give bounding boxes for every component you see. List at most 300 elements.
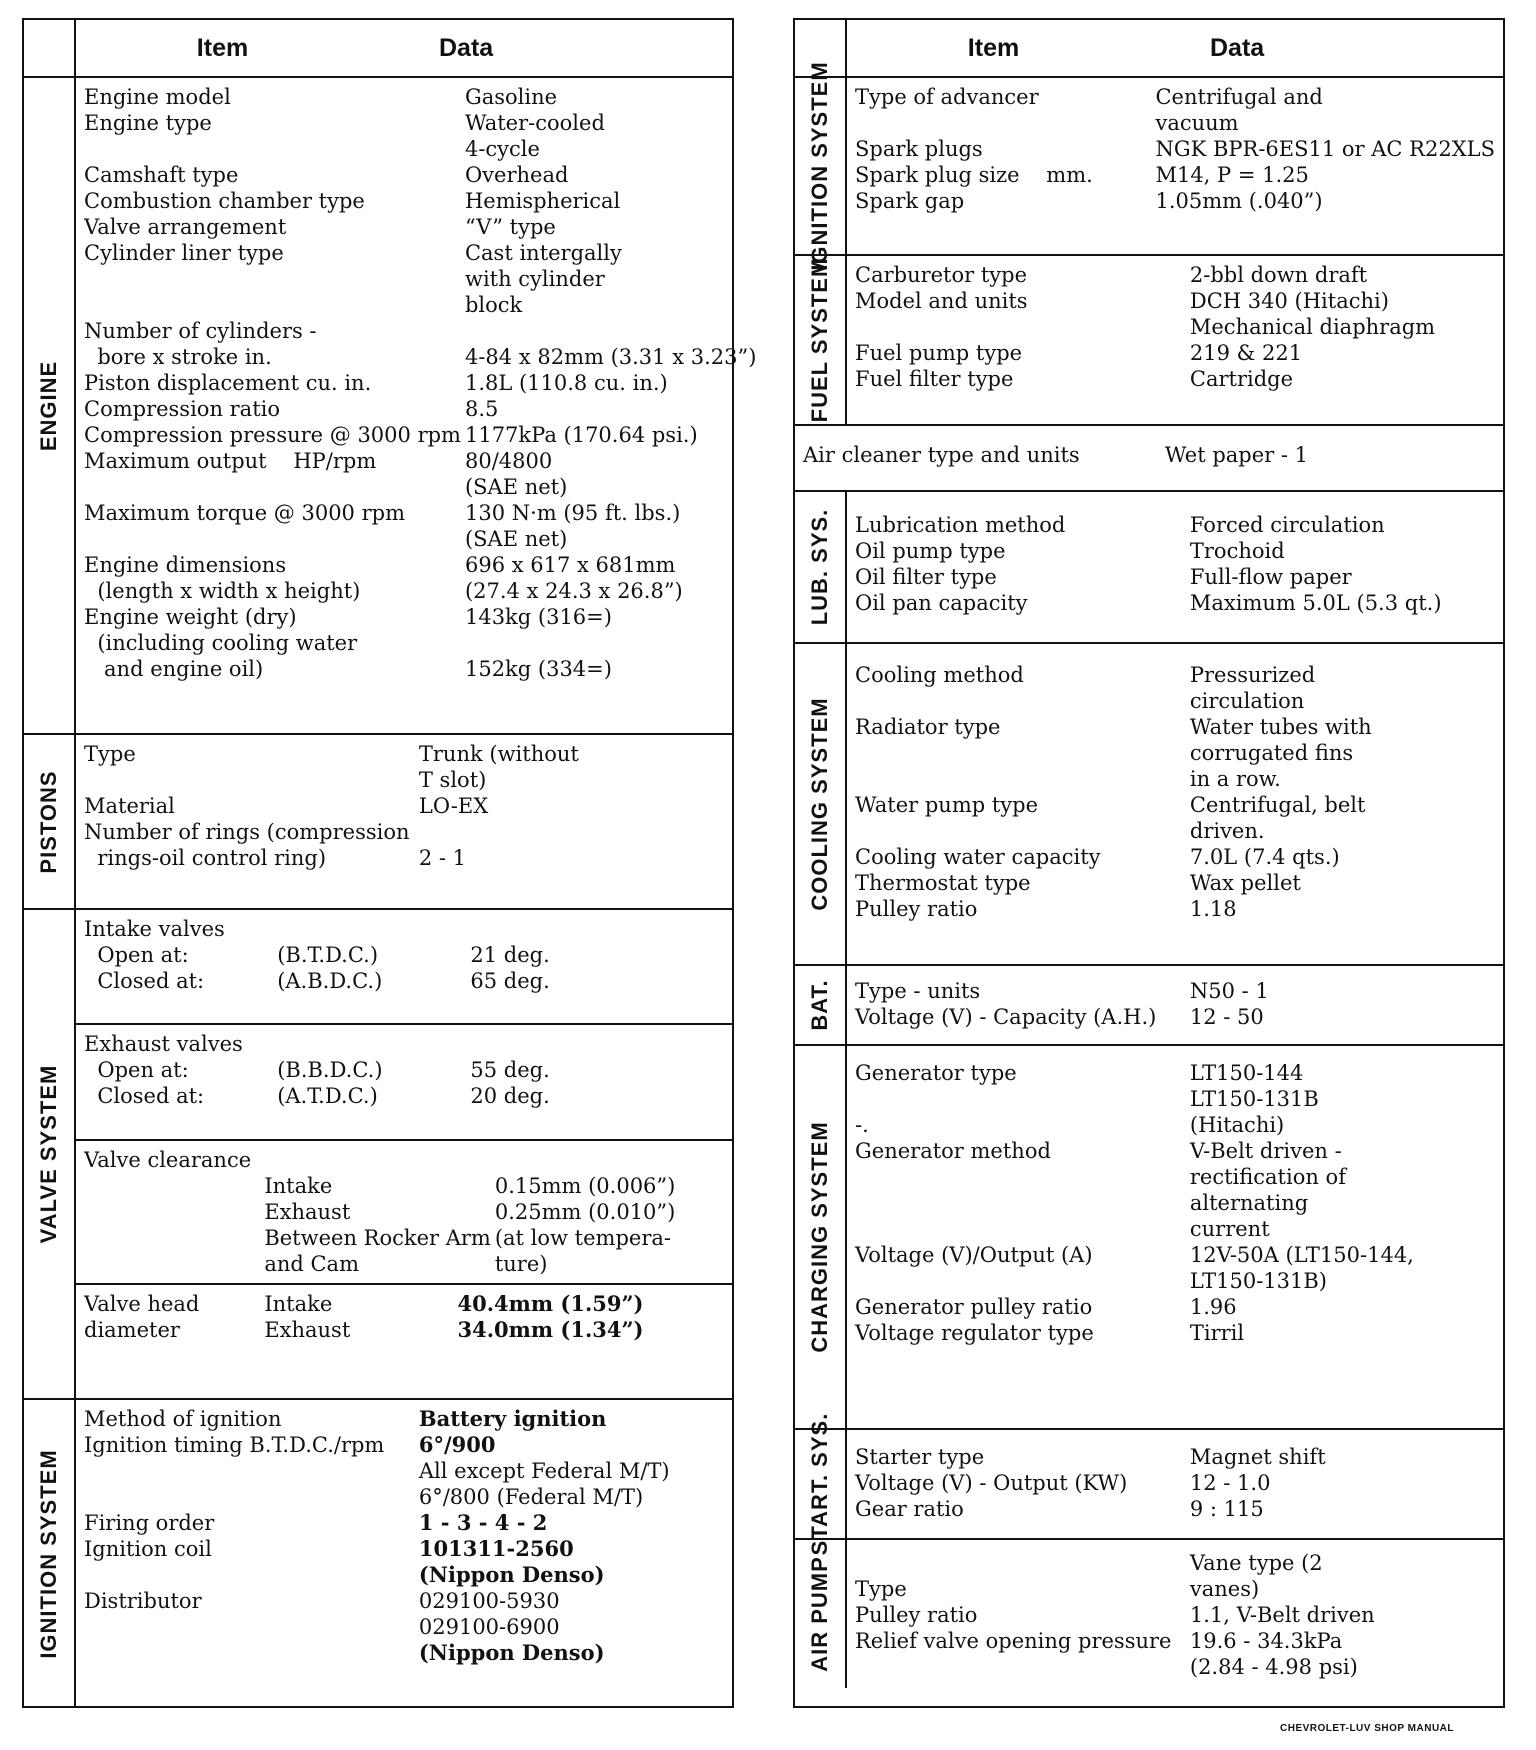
value-cell: 1.8L (110.8 cu. in.) bbox=[464, 371, 668, 395]
value-cell: 21 deg. bbox=[470, 943, 550, 967]
item-cell: Engine type bbox=[84, 111, 212, 135]
item-cell: and engine oil) bbox=[84, 657, 264, 681]
table-row bbox=[82, 1406, 726, 1432]
value-cell: rectification of bbox=[1189, 1165, 1346, 1189]
table-row bbox=[82, 1251, 726, 1277]
value-cell: 1 - 3 - 4 - 2 bbox=[418, 1510, 548, 1535]
table-row bbox=[853, 662, 1497, 688]
value-cell: 1.05mm (.040”) bbox=[1155, 189, 1323, 213]
table-row bbox=[82, 526, 758, 552]
item-cell: Distributor bbox=[84, 1589, 202, 1613]
value-cell: Overhead bbox=[464, 163, 569, 187]
item-cell bbox=[82, 474, 463, 500]
value-cell: “V” type bbox=[464, 215, 556, 239]
item-cell: Oil pump type bbox=[855, 539, 1006, 563]
table-row bbox=[853, 792, 1497, 818]
item-cell: Cooling method bbox=[855, 663, 1024, 687]
right-spec-table bbox=[793, 18, 1505, 1708]
value-cell: 219 & 221 bbox=[1189, 341, 1303, 365]
table-row bbox=[853, 1320, 1497, 1346]
table-row bbox=[82, 214, 758, 240]
table-row bbox=[853, 688, 1497, 714]
lub-section bbox=[795, 490, 1503, 642]
value-cell: 696 x 617 x 681mm bbox=[464, 553, 676, 577]
table-row bbox=[82, 793, 726, 819]
battery-section bbox=[795, 964, 1503, 1044]
value-cell: current bbox=[1189, 1217, 1270, 1241]
item-cell: Lubrication method bbox=[855, 513, 1066, 537]
table-row bbox=[853, 1496, 1497, 1522]
table-row bbox=[853, 1060, 1497, 1086]
table-row bbox=[82, 1484, 726, 1510]
value-cell: LT150-131B) bbox=[1189, 1269, 1328, 1293]
air-pump-table bbox=[853, 1550, 1497, 1680]
data-header: Data bbox=[1210, 33, 1265, 62]
table-row bbox=[82, 1291, 726, 1317]
table-row bbox=[853, 538, 1497, 564]
value-cell: Magnet shift bbox=[1189, 1445, 1326, 1469]
subheading: Exhaust valves bbox=[84, 1032, 243, 1057]
value-cell: (27.4 x 24.3 x 26.8”) bbox=[464, 579, 683, 603]
section-label: BAT. bbox=[807, 979, 832, 1031]
lub-table bbox=[853, 512, 1497, 616]
value-cell: Gasoline bbox=[464, 85, 558, 109]
item-cell bbox=[853, 688, 1188, 714]
qualifier-cell: (A.T.D.C.) bbox=[277, 1084, 378, 1109]
item-cell bbox=[82, 1562, 417, 1588]
item-cell bbox=[853, 1164, 1188, 1190]
value-cell: 4-84 x 82mm (3.31 x 3.23”) bbox=[464, 345, 757, 369]
table-row bbox=[82, 578, 758, 604]
exhaust-table bbox=[82, 1057, 726, 1109]
value-cell: ture) bbox=[494, 1251, 548, 1276]
value-cell: 1.1, V-Belt driven bbox=[1189, 1603, 1375, 1627]
engine-section bbox=[24, 78, 757, 733]
table-row bbox=[82, 1173, 726, 1199]
table-row bbox=[853, 844, 1497, 870]
item-cell: Voltage (V) - Capacity (A.H.) bbox=[855, 1005, 1157, 1029]
value-cell: 40.4mm (1.59”) bbox=[457, 1290, 644, 1316]
section-label: IGNITION SYSTEM bbox=[36, 1449, 61, 1659]
section-label: CHARGING SYSTEM bbox=[807, 1121, 832, 1353]
footer-text: CHEVROLET-LUV SHOP MANUAL bbox=[1280, 1723, 1454, 1734]
item-cell: Engine model bbox=[84, 85, 231, 109]
table-row bbox=[82, 110, 758, 136]
ignition-section-right bbox=[795, 61, 1503, 271]
item-header: Item bbox=[967, 33, 1020, 62]
item-cell: Ignition timing B.T.D.C./rpm bbox=[84, 1433, 385, 1457]
item-cell bbox=[853, 1190, 1188, 1216]
table-row bbox=[82, 767, 726, 793]
item-cell: Ignition coil bbox=[84, 1537, 212, 1561]
item-cell: Compression ratio bbox=[84, 397, 281, 421]
section-label: AIR PUMP bbox=[807, 1556, 832, 1672]
table-row bbox=[853, 590, 1497, 616]
value-cell: LT150-131B bbox=[1189, 1087, 1319, 1111]
left-spec-table bbox=[22, 18, 757, 1708]
item-header: Item bbox=[196, 33, 249, 62]
section-label: COOLING SYSTEM bbox=[807, 697, 832, 911]
value-cell: Water-cooled bbox=[464, 111, 605, 135]
item-cell bbox=[82, 292, 463, 318]
item-cell bbox=[853, 314, 1188, 340]
item-cell: Water pump type bbox=[855, 793, 1039, 817]
ignition-section-left bbox=[24, 1398, 732, 1708]
table-row bbox=[82, 266, 758, 292]
value-cell: 101311-2560 bbox=[418, 1536, 574, 1561]
value-cell: 029100-5930 bbox=[418, 1589, 560, 1613]
table-row bbox=[853, 366, 1497, 392]
table-row bbox=[82, 1562, 726, 1588]
table-row bbox=[82, 845, 726, 871]
table-row bbox=[82, 1588, 726, 1614]
air-cleaner-value: Wet paper - 1 bbox=[1164, 443, 1308, 467]
section-label: LUB. SYS. bbox=[807, 508, 832, 626]
value-cell: 12 - 50 bbox=[1189, 1005, 1264, 1029]
value-cell: Full-flow paper bbox=[1189, 565, 1352, 589]
value-cell bbox=[463, 318, 758, 344]
value-cell: vacuum bbox=[1155, 111, 1239, 135]
value-cell: 12V-50A (LT150-144, bbox=[1189, 1243, 1414, 1267]
value-cell: Mechanical diaphragm bbox=[1189, 315, 1436, 339]
section-label: PISTONS bbox=[36, 769, 61, 874]
table-row bbox=[853, 1444, 1497, 1470]
table-row bbox=[82, 188, 758, 214]
table-row bbox=[853, 1268, 1497, 1294]
charging-section bbox=[795, 1044, 1503, 1428]
item-cell: Open at: bbox=[84, 1058, 189, 1083]
section-label: START. SYS. bbox=[807, 1412, 832, 1556]
table-header bbox=[24, 20, 732, 78]
table-row bbox=[853, 1112, 1497, 1138]
value-cell: Hemispherical bbox=[464, 189, 621, 213]
clearance-table bbox=[82, 1173, 726, 1277]
table-row bbox=[853, 1004, 1497, 1030]
value-cell: (Hitachi) bbox=[1189, 1113, 1285, 1137]
table-row bbox=[853, 1216, 1497, 1242]
table-row bbox=[853, 870, 1497, 896]
table-row bbox=[853, 262, 1497, 288]
item-cell: Material bbox=[84, 794, 175, 818]
exhaust-valves bbox=[76, 1023, 732, 1138]
value-cell: 6°/800 (Federal M/T) bbox=[418, 1485, 644, 1509]
starter-section bbox=[795, 1412, 1503, 1556]
value-cell: 7.0L (7.4 qts.) bbox=[1189, 845, 1340, 869]
item-cell bbox=[853, 740, 1188, 766]
table-row bbox=[853, 564, 1497, 590]
item-cell bbox=[853, 766, 1188, 792]
intake-table bbox=[82, 942, 726, 994]
head-table bbox=[82, 1291, 726, 1343]
value-cell: Battery ignition bbox=[418, 1406, 607, 1431]
table-row bbox=[82, 656, 758, 682]
qualifier-cell: (B.T.D.C.) bbox=[277, 943, 379, 967]
item-cell: Valve arrangement bbox=[84, 215, 287, 239]
table-row bbox=[82, 1458, 726, 1484]
table-row bbox=[853, 1086, 1497, 1112]
value-cell: 4-cycle bbox=[464, 137, 540, 161]
data-header: Data bbox=[439, 33, 494, 62]
table-row bbox=[82, 1536, 726, 1562]
value-cell: V-Belt driven - bbox=[1189, 1139, 1342, 1163]
ignition-table bbox=[82, 1406, 726, 1666]
item-cell: Maximum output HP/rpm bbox=[84, 449, 377, 473]
item-cell: Radiator type bbox=[855, 715, 1001, 739]
cooling-table bbox=[853, 662, 1497, 922]
section-label: ENGINE bbox=[36, 360, 61, 451]
value-cell bbox=[417, 819, 726, 845]
table-row bbox=[853, 1138, 1497, 1164]
intake-valves bbox=[76, 910, 732, 1023]
table-row bbox=[853, 1242, 1497, 1268]
valve-clearance bbox=[76, 1139, 732, 1283]
item-cell: Oil filter type bbox=[855, 565, 997, 589]
item-cell bbox=[853, 1268, 1188, 1294]
item-cell: Relief valve opening pressure bbox=[855, 1629, 1172, 1653]
value-cell: (SAE net) bbox=[464, 527, 568, 551]
value-cell: Wax pellet bbox=[1189, 871, 1301, 895]
table-row bbox=[82, 318, 758, 344]
table-row bbox=[82, 84, 758, 110]
item-cell: bore x stroke in. bbox=[84, 345, 272, 369]
fuel-section bbox=[795, 254, 1503, 424]
item-cell bbox=[82, 1640, 417, 1666]
item-cell bbox=[853, 1216, 1188, 1242]
value-cell: All except Federal M/T) bbox=[418, 1459, 670, 1483]
item-cell: Spark plug size mm. bbox=[855, 163, 1093, 187]
table-row bbox=[853, 1602, 1497, 1628]
value-cell: Maximum 5.0L (5.3 qt.) bbox=[1189, 591, 1442, 615]
value-cell: Water tubes with bbox=[1189, 715, 1372, 739]
item-cell bbox=[82, 136, 463, 162]
table-row bbox=[853, 314, 1497, 340]
item-cell bbox=[82, 266, 463, 292]
item-cell bbox=[82, 1458, 417, 1484]
section-label: IGNITION SYSTEM bbox=[807, 61, 832, 271]
air-pump-section bbox=[795, 1538, 1503, 1688]
table-row bbox=[82, 370, 758, 396]
table-row bbox=[82, 1317, 726, 1343]
value-cell bbox=[463, 630, 758, 656]
item-cell: Maximum torque @ 3000 rpm bbox=[84, 501, 405, 525]
item-cell: Piston displacement cu. in. bbox=[84, 371, 372, 395]
valve-section bbox=[24, 908, 732, 1398]
table-row bbox=[853, 1550, 1497, 1576]
item-cell: Generator type bbox=[855, 1061, 1017, 1085]
qualifier-cell: (B.B.D.C.) bbox=[277, 1058, 383, 1083]
value-cell: N50 - 1 bbox=[1189, 979, 1269, 1003]
value-cell: corrugated fins bbox=[1189, 741, 1354, 765]
item-cell bbox=[82, 1173, 262, 1199]
value-cell: (at low tempera- bbox=[494, 1225, 671, 1250]
item-cell: Type bbox=[84, 742, 136, 766]
item-cell: Gear ratio bbox=[855, 1497, 964, 1521]
value-cell: Cartridge bbox=[1189, 367, 1294, 391]
table-row bbox=[82, 448, 758, 474]
table-row bbox=[82, 1225, 726, 1251]
table-row bbox=[82, 630, 758, 656]
value-cell: in a row. bbox=[1189, 767, 1281, 791]
value-cell: LO-EX bbox=[418, 794, 489, 818]
qualifier-cell: and Cam bbox=[264, 1251, 359, 1276]
value-cell: LT150-144 bbox=[1189, 1061, 1304, 1085]
item-cell bbox=[82, 767, 417, 793]
item-cell bbox=[853, 110, 1153, 136]
table-row bbox=[853, 978, 1497, 1004]
table-row bbox=[82, 136, 758, 162]
table-row bbox=[853, 766, 1497, 792]
item-cell: Type of advancer bbox=[855, 85, 1039, 109]
table-row bbox=[82, 500, 758, 526]
item-cell bbox=[82, 1225, 262, 1251]
item-cell bbox=[853, 1550, 1188, 1576]
air-cleaner-section bbox=[795, 424, 1503, 490]
item-cell bbox=[82, 1614, 417, 1640]
table-header bbox=[795, 20, 1503, 78]
value-cell: 9 : 115 bbox=[1189, 1497, 1264, 1521]
table-row bbox=[853, 1654, 1497, 1680]
value-cell: Centrifugal, belt bbox=[1189, 793, 1366, 817]
table-row bbox=[82, 162, 758, 188]
table-row bbox=[853, 110, 1497, 136]
qualifier-cell: Between Rocker Arm bbox=[264, 1225, 491, 1250]
battery-table bbox=[853, 978, 1497, 1030]
table-row bbox=[853, 714, 1497, 740]
item-cell bbox=[853, 1654, 1188, 1680]
qualifier-cell: Exhaust bbox=[264, 1317, 351, 1342]
table-row bbox=[82, 1057, 726, 1083]
pistons-table bbox=[82, 741, 726, 871]
item-cell: Open at: bbox=[84, 943, 189, 967]
table-row bbox=[82, 1199, 726, 1225]
value-cell: DCH 340 (Hitachi) bbox=[1189, 289, 1389, 313]
table-row bbox=[853, 1164, 1497, 1190]
table-row bbox=[82, 474, 758, 500]
item-cell: Spark plugs bbox=[855, 137, 983, 161]
table-row bbox=[853, 1294, 1497, 1320]
table-row bbox=[853, 1190, 1497, 1216]
item-cell: Number of cylinders - bbox=[84, 319, 317, 343]
value-cell: Vane type (2 bbox=[1189, 1551, 1323, 1575]
value-cell: driven. bbox=[1189, 819, 1265, 843]
value-cell: Trochoid bbox=[1189, 539, 1285, 563]
table-row bbox=[853, 740, 1497, 766]
item-cell: Voltage (V) - Output (KW) bbox=[855, 1471, 1128, 1495]
item-cell: Model and units bbox=[855, 289, 1028, 313]
table-row bbox=[82, 396, 758, 422]
item-cell: Oil pan capacity bbox=[855, 591, 1028, 615]
item-cell: Valve head bbox=[84, 1291, 200, 1316]
item-cell bbox=[82, 1251, 262, 1277]
value-cell: 029100-6900 bbox=[418, 1615, 560, 1639]
value-cell: circulation bbox=[1189, 689, 1305, 713]
item-cell: Pulley ratio bbox=[855, 1603, 978, 1627]
table-row bbox=[853, 818, 1497, 844]
pistons-section bbox=[24, 733, 732, 908]
value-cell: T slot) bbox=[418, 768, 487, 792]
item-cell: Fuel filter type bbox=[855, 367, 1014, 391]
table-row bbox=[82, 741, 726, 767]
value-cell: 1177kPa (170.64 psi.) bbox=[464, 423, 698, 447]
table-row bbox=[82, 1510, 726, 1536]
item-cell: Compression pressure @ 3000 rpm bbox=[84, 423, 461, 447]
value-cell: Centrifugal and bbox=[1155, 85, 1323, 109]
value-cell: 20 deg. bbox=[470, 1084, 550, 1109]
table-row bbox=[82, 1640, 726, 1666]
value-cell: (SAE net) bbox=[464, 475, 568, 499]
value-cell: M14, P = 1.25 bbox=[1155, 163, 1309, 187]
item-cell: -. bbox=[855, 1113, 869, 1137]
item-cell bbox=[853, 818, 1188, 844]
item-cell: Pulley ratio bbox=[855, 897, 978, 921]
item-cell: Number of rings (compression bbox=[84, 820, 410, 844]
item-cell: Closed at: bbox=[84, 969, 205, 993]
value-cell: (Nippon Denso) bbox=[418, 1640, 605, 1665]
subheading: Valve clearance bbox=[84, 1147, 252, 1172]
item-cell: Engine dimensions bbox=[84, 553, 287, 577]
table-row bbox=[82, 942, 726, 968]
table-row bbox=[853, 512, 1497, 538]
starter-table bbox=[853, 1444, 1497, 1522]
item-cell: Carburetor type bbox=[855, 263, 1028, 287]
value-cell: (2.84 - 4.98 psi) bbox=[1189, 1655, 1358, 1679]
item-cell bbox=[853, 1086, 1188, 1112]
value-cell: Tirril bbox=[1189, 1321, 1245, 1345]
value-cell: alternating bbox=[1189, 1191, 1309, 1215]
value-cell: 80/4800 bbox=[464, 449, 553, 473]
item-cell: Voltage (V)/Output (A) bbox=[855, 1243, 1093, 1267]
valve-head bbox=[76, 1283, 732, 1398]
value-cell: 143kg (316=) bbox=[464, 605, 612, 629]
item-cell: Generator pulley ratio bbox=[855, 1295, 1093, 1319]
item-cell: Type - units bbox=[855, 979, 981, 1003]
engine-table bbox=[82, 84, 758, 682]
value-cell: 0.25mm (0.010”) bbox=[494, 1199, 676, 1224]
table-row bbox=[853, 162, 1497, 188]
item-cell: (including cooling water bbox=[84, 631, 358, 655]
item-cell: Starter type bbox=[855, 1445, 985, 1469]
value-cell: Cast intergally bbox=[464, 241, 622, 265]
value-cell: 130 N·m (95 ft. lbs.) bbox=[464, 501, 681, 525]
item-cell: Camshaft type bbox=[84, 163, 239, 187]
subheading: Intake valves bbox=[84, 917, 225, 941]
charging-table bbox=[853, 1060, 1497, 1346]
fuel-table bbox=[853, 262, 1497, 392]
item-cell: Cylinder liner type bbox=[84, 241, 284, 265]
table-row bbox=[82, 604, 758, 630]
table-row bbox=[82, 1614, 726, 1640]
value-cell: 12 - 1.0 bbox=[1189, 1471, 1271, 1495]
value-cell: Pressurized bbox=[1189, 663, 1316, 687]
value-cell: 55 deg. bbox=[470, 1058, 550, 1083]
value-cell: 1.96 bbox=[1189, 1295, 1237, 1319]
table-row bbox=[82, 292, 758, 318]
value-cell: with cylinder bbox=[464, 267, 605, 291]
item-cell: Spark gap bbox=[855, 189, 965, 213]
qualifier-cell: Intake bbox=[264, 1291, 333, 1316]
qualifier-cell: (A.B.D.C.) bbox=[277, 969, 383, 993]
item-cell: Engine weight (dry) bbox=[84, 605, 297, 629]
table-row bbox=[82, 1083, 726, 1109]
table-row bbox=[853, 896, 1497, 922]
value-cell: 6°/900 bbox=[418, 1432, 496, 1457]
item-cell bbox=[82, 1484, 417, 1510]
table-row bbox=[853, 136, 1497, 162]
table-row bbox=[82, 552, 758, 578]
table-row bbox=[82, 240, 758, 266]
item-cell: (length x width x height) bbox=[84, 579, 361, 603]
qualifier-cell: Exhaust bbox=[264, 1199, 351, 1224]
